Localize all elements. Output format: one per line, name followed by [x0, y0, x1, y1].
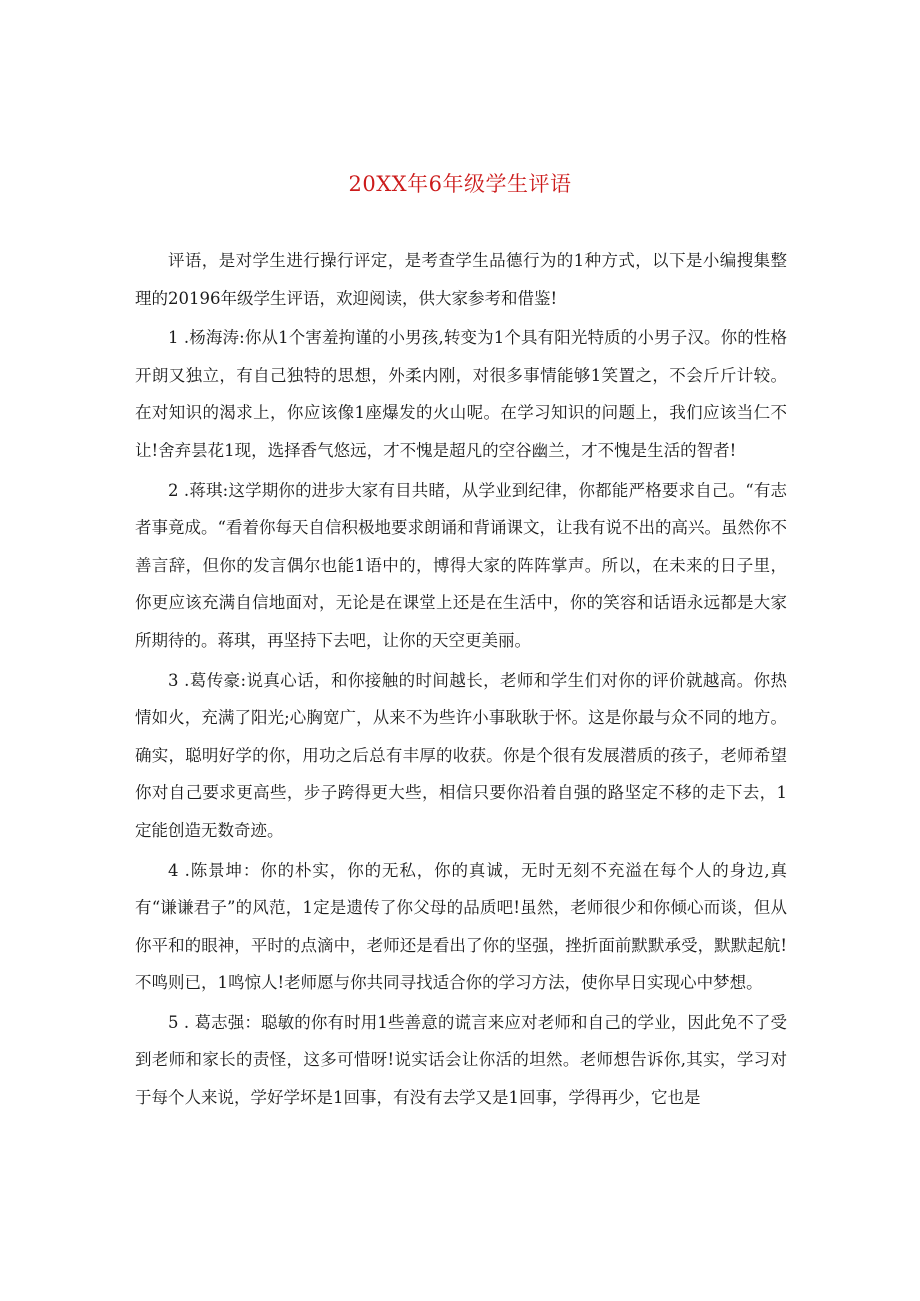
intro-paragraph: 评语，是对学生进行操行评定，是考查学生品德行为的1种方式，以下是小编搜集整理的20196年级学生评语，欢迎阅读，供大家参考和借鉴!	[135, 251, 787, 308]
comment-paragraph-2: 2 .蒋琪:这学期你的进步大家有目共睹，从学业到纪律，你都能严格要求自己。“有志者事竟成。“看着你每天自信积极地要求朗诵和背诵课文，让我有说不出的高兴。虽然你不善言辞，但你的发言偶尔也能1语中的，博得大家的阵阵掌声。所以，在未来的日子里，你更应该充满自信地面对，无论是在课堂上还是在生活中，你的笑容和话语永远都是大家所期待的。蒋琪，再坚持下去吧，让你的天空更美丽。	[135, 480, 787, 650]
comment-paragraph-5: 5 . 葛志强：聪敏的你有时用1些善意的谎言来应对老师和自己的学业，因此免不了受到老师和家长的责怪，这多可惜呀!说实话会让你活的坦然。老师想告诉你,其实，学习对于每个人来说，学好学坏是1回事，有没有去学又是1回事，学得再少，它也是	[135, 1012, 787, 1108]
comment-paragraph-3: 3 .葛传豪:说真心话，和你接触的时间越长，老师和学生们对你的评价就越高。你热情如火，充满了阳光;心胸宽广，从来不为些许小事耿耿于怀。这是你最与众不同的地方。确实，聪明好学的你，用功之后总有丰厚的收获。你是个很有发展潜质的孩子，老师希望你对自己要求更高些，步子跨得更大些，相信只要你沿着自强的路坚定不移的走下去，1定能创造无数奇迹。	[135, 670, 787, 840]
comment-paragraph-4: 4 .陈景坤：你的朴实，你的无私，你的真诚，无时无刻不充溢在每个人的身边,真有“谦谦君子”的风范，1定是遗传了你父母的品质吧!虽然，老师很少和你倾心而谈，但从你平和的眼神，平时的点滴中，老师还是看出了你的坚强，挫折面前默默承受，默默起航!不鸣则已，1鸣惊人!老师愿与你共同寻找适合你的学习方法，使你早日实现心中梦想。	[135, 860, 787, 993]
document-title: 20XX年6年级学生评语	[348, 172, 572, 196]
comment-paragraph-1: 1 .杨海涛:你从1个害羞拘谨的小男孩,转变为1个具有阳光特质的小男子汉。你的性格开朗又独立，有自己独特的思想，外柔内刚，对很多事情能够1笑置之，不会斤斤计较。在对知识的渴求上，你应该像1座爆发的火山呢。在学习知识的问题上，我们应该当仁不让!舍弃昙花1现，选择香气悠远，才不愧是超凡的空谷幽兰，才不愧是生活的智者!	[135, 328, 787, 460]
document-body	[135, 242, 787, 1119]
